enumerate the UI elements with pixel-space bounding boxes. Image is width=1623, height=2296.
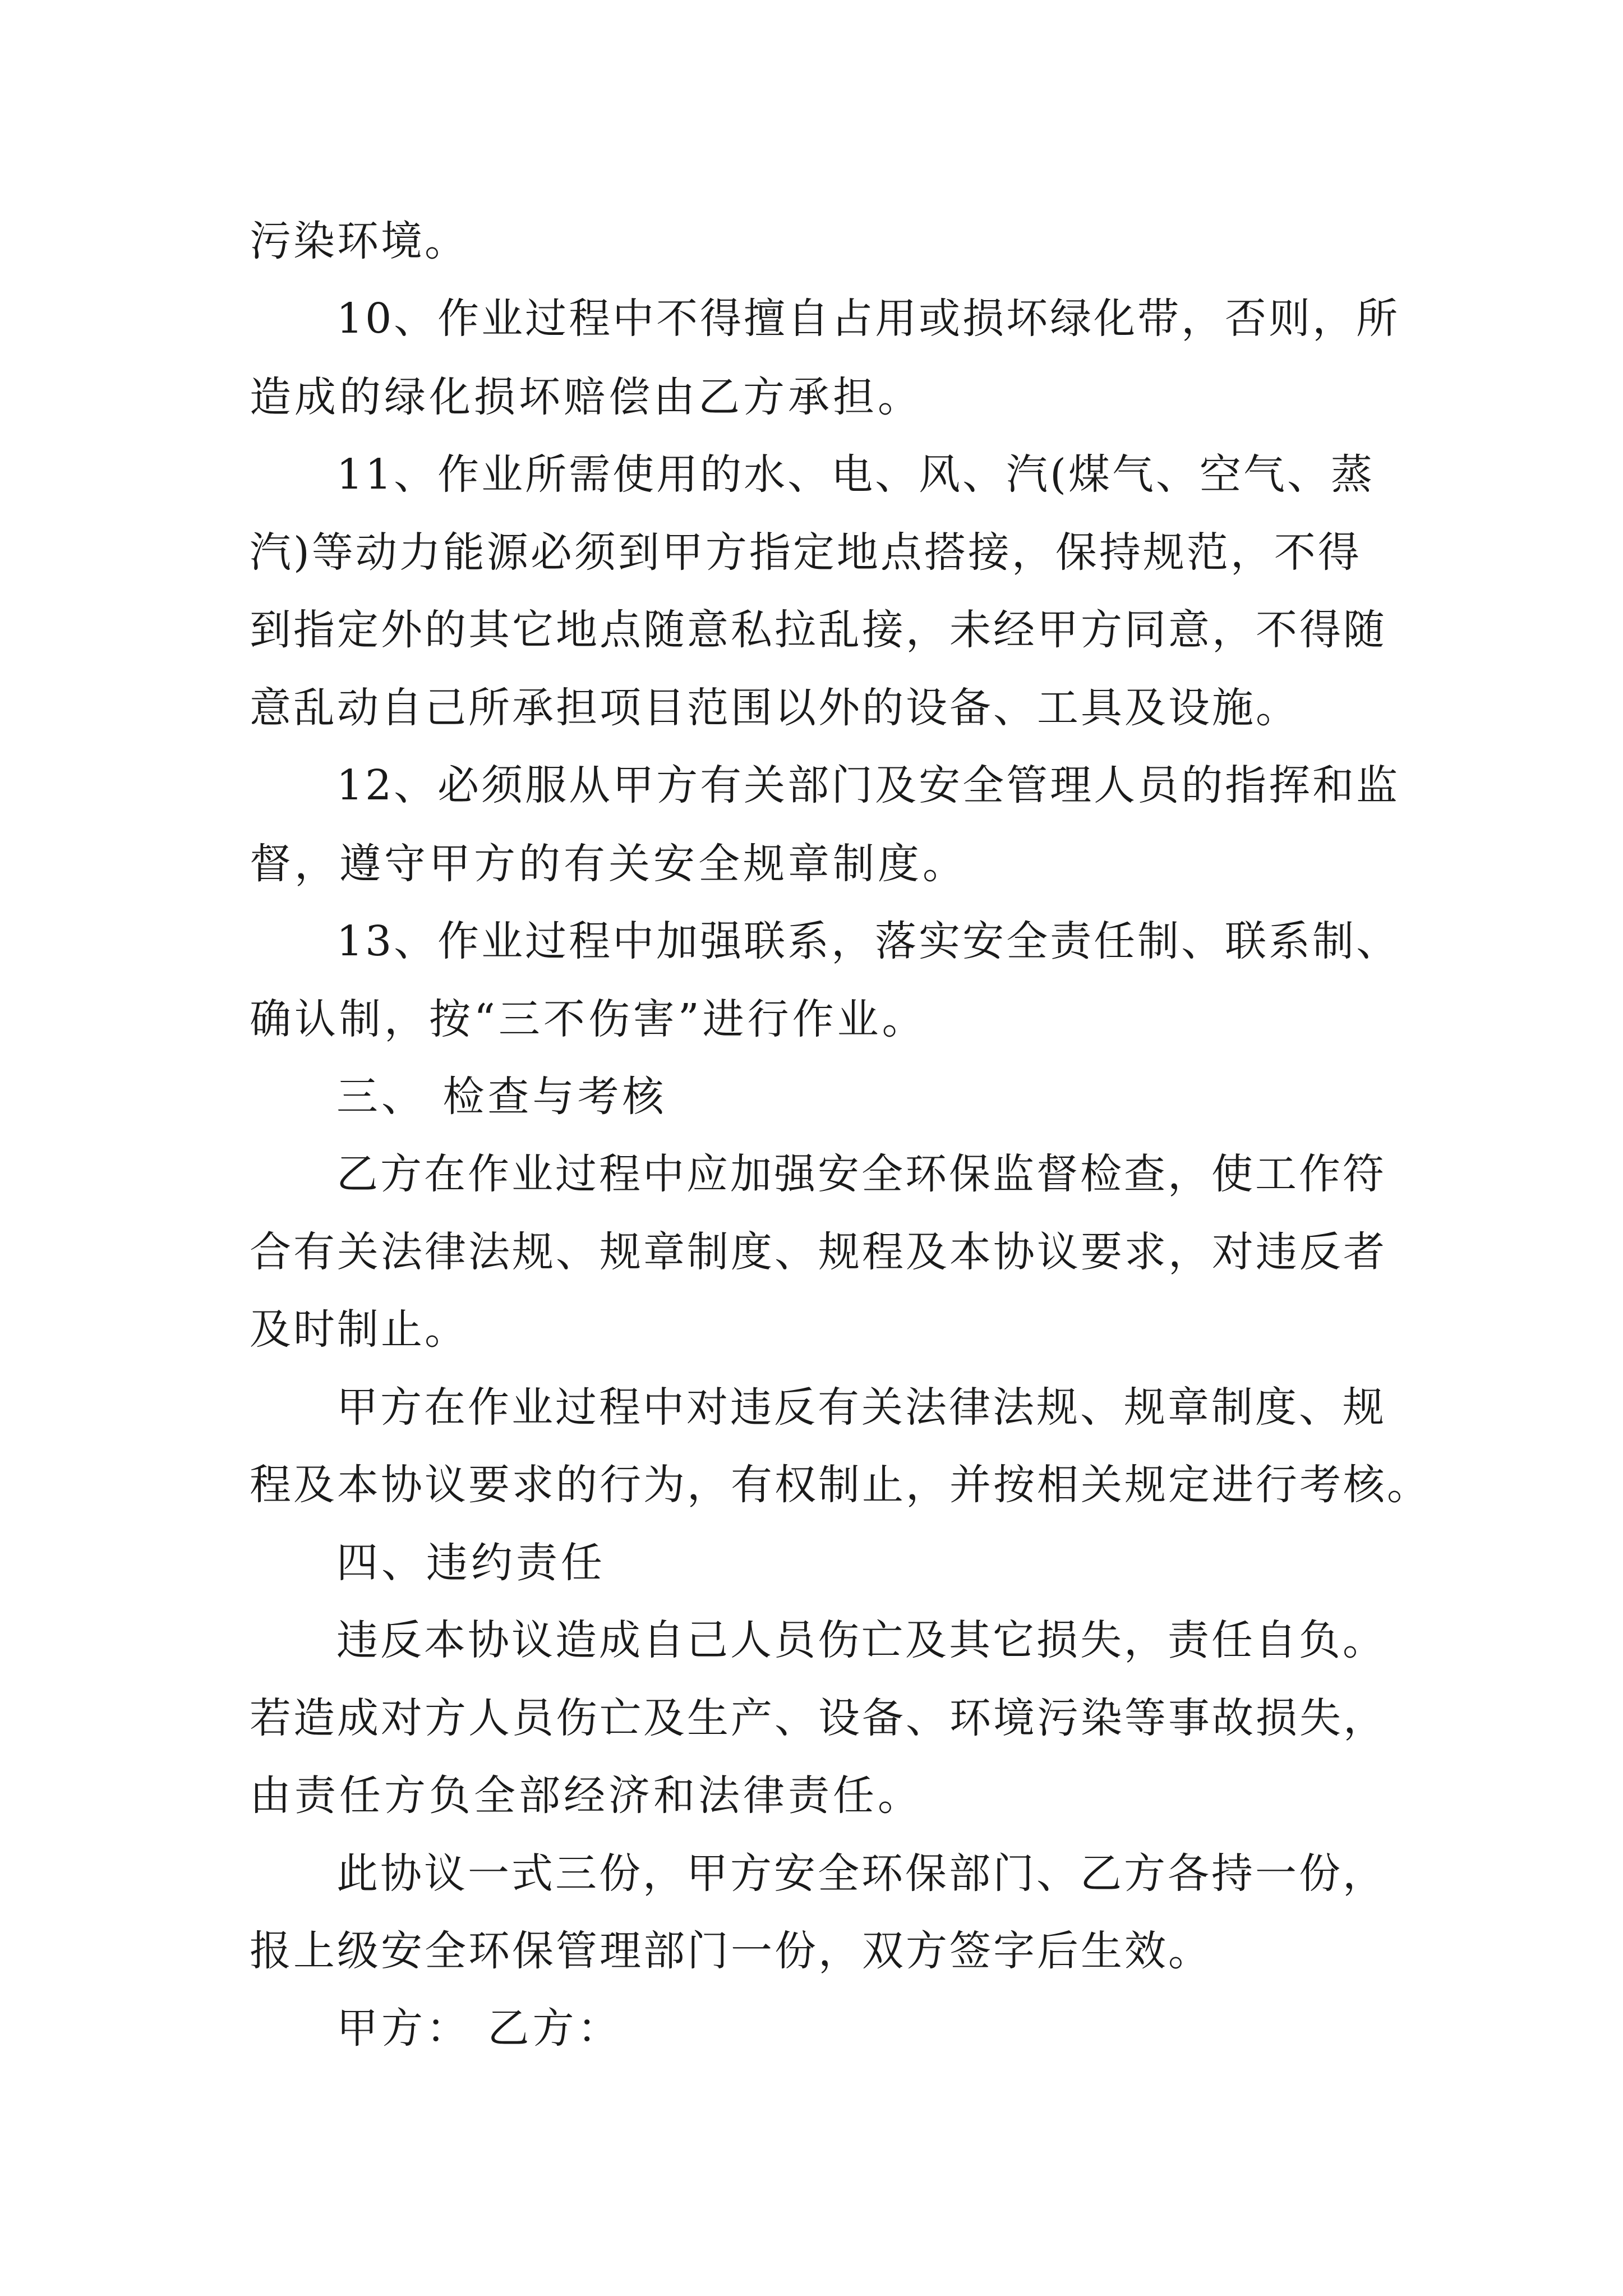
clause-10: 10、作业过程中不得擅自占用或损坏绿化带，否则，所 — [336, 295, 1400, 343]
text-line: 到指定外的其它地点随意私拉乱接，未经甲方同意，不得随 — [250, 606, 1387, 654]
text-line: 由责任方负全部经济和法律责任。 — [250, 1772, 923, 1820]
signature-line: 甲方： 乙方： — [336, 2004, 623, 2053]
paragraph-line: 此协议一式三份，甲方安全环保部门、乙方各持一份， — [336, 1849, 1386, 1898]
text-line: 合有关法律法规、规章制度、规程及本协议要求，对违反者 — [250, 1228, 1387, 1276]
section-heading-4: 四、违约责任 — [336, 1539, 606, 1587]
clause-13: 13、作业过程中加强联系，落实安全责任制、联系制、 — [336, 917, 1400, 965]
clause-11: 11、作业所需使用的水、电、风、汽(煤气、空气、蒸 — [336, 450, 1375, 499]
text-line: 督，遵守甲方的有关安全规章制度。 — [250, 840, 967, 888]
text-line: 若造成对方人员伤亡及生产、设备、环境污染等事故损失， — [250, 1694, 1387, 1742]
text-line: 意乱动自己所承担项目范围以外的设备、工具及设施。 — [250, 684, 1299, 732]
paragraph-line: 乙方在作业过程中应加强安全环保监督检查，使工作符 — [336, 1150, 1386, 1198]
paragraph-line: 违反本协议造成自己人员伤亡及其它损失，责任自负。 — [336, 1616, 1386, 1664]
text-line: 汽)等动力能源必须到甲方指定地点搭接，保持规范，不得 — [250, 528, 1362, 577]
text-line: 程及本协议要求的行为，有权制止，并按相关规定进行考核。 — [250, 1461, 1431, 1509]
clause-12: 12、必须服从甲方有关部门及安全管理人员的指挥和监 — [336, 761, 1400, 809]
text-line: 污染环境。 — [250, 217, 468, 265]
text-line: 造成的绿化损坏赔偿由乙方承担。 — [250, 373, 923, 421]
text-line: 及时制止。 — [250, 1305, 468, 1354]
paragraph-line: 甲方在作业过程中对违反有关法律法规、规章制度、规 — [336, 1383, 1386, 1432]
text-line: 确认制，按“三不伤害”进行作业。 — [250, 995, 927, 1043]
text-line: 报上级安全环保管理部门一份，双方签字后生效。 — [250, 1927, 1212, 1975]
section-heading-3: 三、 检查与考核 — [336, 1073, 667, 1121]
